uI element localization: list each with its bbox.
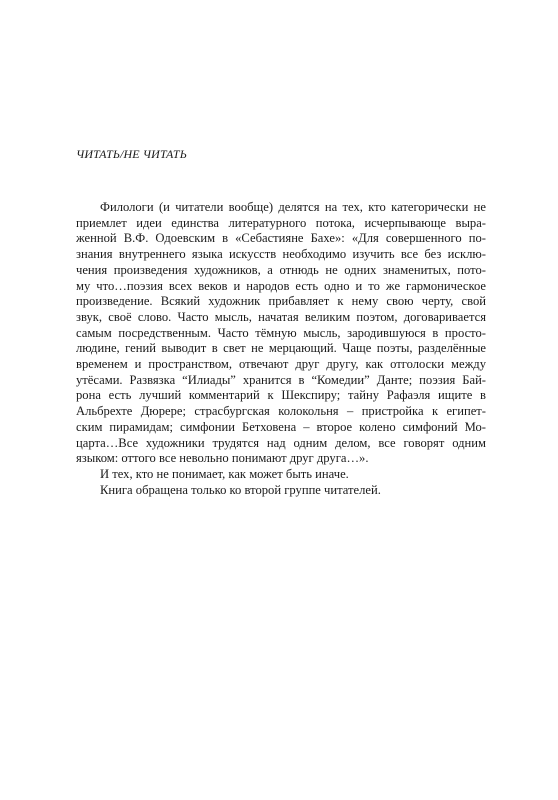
text-line: знания внутреннего языка искусств необходимо изучить все без исклю-: [76, 247, 486, 262]
paragraph-2: [76, 467, 486, 483]
text-line: Альбрехте Дюрере; страсбургская колокольня – пристройка к египет-: [76, 404, 486, 419]
text-line: временем и пространством, отвечают друг другу, как отголоски между: [76, 357, 486, 372]
text-line: ским пирамидам; симфонии Бетховена – второе колено симфоний Мо-: [76, 419, 486, 434]
text-line: Филологи (и читатели вообще) делятся на тех, кто категорически не: [100, 200, 486, 214]
text-line: чения произведения художников, а отнюдь не одних знаменитых, пото-: [76, 262, 486, 277]
text-line: рона есть лучший комментарий к Шекспиру; тайну Рафаэля ищите в: [76, 388, 486, 403]
text-line: языком: оттого все невольно понимают друг друга…».: [76, 451, 369, 466]
section-heading: ЧИТАТЬ/НЕ ЧИТАТЬ: [76, 147, 187, 161]
body-text: [76, 200, 486, 498]
paragraph-1: [76, 200, 486, 467]
text-line: приемлет идеи единства литературного потока, исчерпывающе выра-: [76, 215, 486, 230]
text-line: произведение. Всякий художник прибавляет к нему свою черту, свой: [76, 294, 486, 309]
text-line: самым посредственным. Часто тёмную мысль, зародившуюся в просто-: [76, 325, 486, 340]
text-line: людине, гений выводит в свет не мерцающий. Чаще поэты, разделённые: [76, 341, 486, 356]
paragraph-3: [76, 483, 486, 499]
text-line: И тех, кто не понимает, как может быть иначе.: [100, 466, 349, 481]
text-line: звук, своё слово. Часто мысль, начатая великим поэтом, договаривается: [76, 309, 486, 324]
text-line: му что…поэзия всех веков и народов есть одно и то же гармоническое: [76, 278, 486, 293]
text-line: Книга обращена только ко второй группе читателей.: [100, 482, 381, 497]
text-line: утёсами. Развязка “Илиады” хранится в “Комедии” Данте; поэзия Бай-: [76, 372, 486, 387]
text-line: царта…Все художники трудятся над одним делом, все говорят одним: [76, 435, 486, 450]
text-line: женной В.Ф. Одоевским в «Себастияне Бахе»: «Для совершенного по-: [76, 231, 486, 246]
